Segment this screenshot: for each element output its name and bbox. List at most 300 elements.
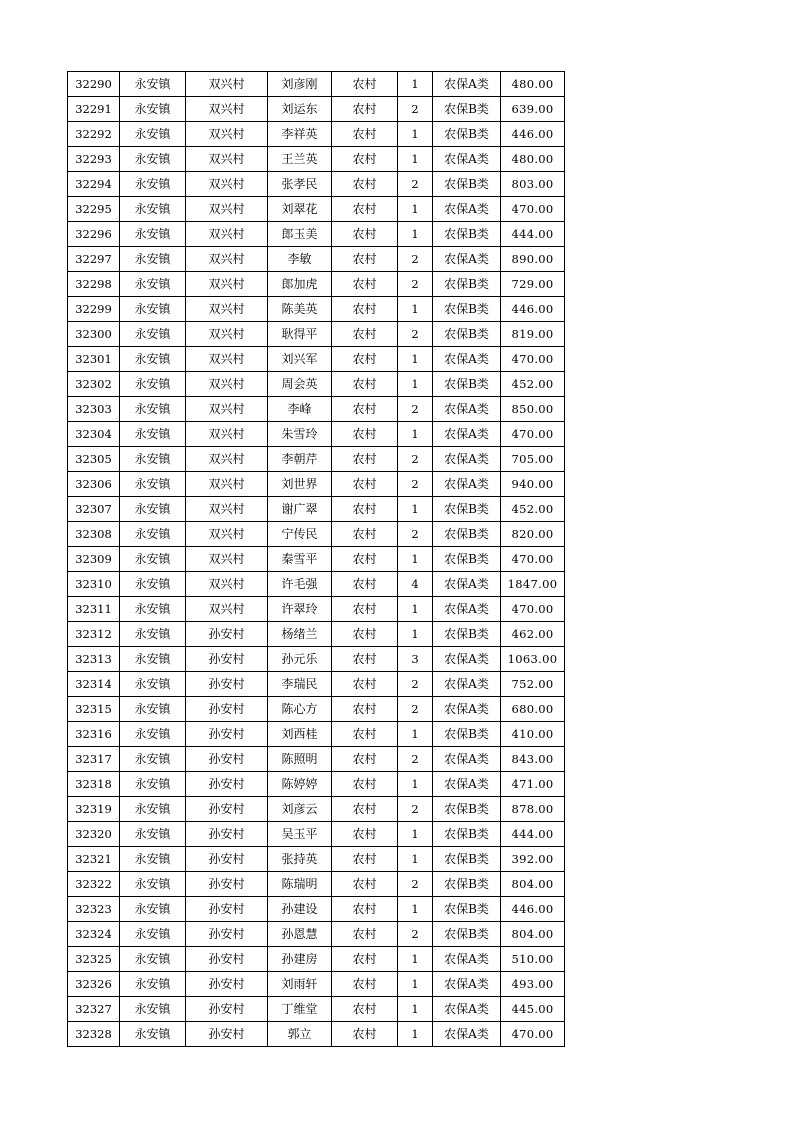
village-cell: 孙安村 (186, 822, 268, 847)
name-cell: 张持英 (268, 847, 332, 872)
name-cell: 李祥英 (268, 122, 332, 147)
table-row (68, 97, 565, 122)
town-cell: 永安镇 (120, 672, 186, 697)
name-cell: 陈照明 (268, 747, 332, 772)
table-row (68, 247, 565, 272)
household-size-cell: 2 (398, 747, 433, 772)
category-cell: 农村 (332, 397, 398, 422)
table-row (68, 847, 565, 872)
insurance-class-cell: 农保A类 (433, 672, 501, 697)
amount-cell: 410.00 (501, 722, 565, 747)
village-cell: 孙安村 (186, 947, 268, 972)
insurance-class-cell: 农保A类 (433, 972, 501, 997)
table-row (68, 147, 565, 172)
record-number-cell: 32315 (68, 697, 120, 722)
record-number-cell: 32302 (68, 372, 120, 397)
town-cell: 永安镇 (120, 422, 186, 447)
village-cell: 双兴村 (186, 172, 268, 197)
town-cell: 永安镇 (120, 822, 186, 847)
town-cell: 永安镇 (120, 72, 186, 97)
table-row (68, 197, 565, 222)
village-cell: 双兴村 (186, 272, 268, 297)
record-number-cell: 32296 (68, 222, 120, 247)
village-cell: 孙安村 (186, 997, 268, 1022)
village-cell: 双兴村 (186, 472, 268, 497)
insurance-class-cell: 农保B类 (433, 872, 501, 897)
category-cell: 农村 (332, 947, 398, 972)
town-cell: 永安镇 (120, 872, 186, 897)
record-number-cell: 32313 (68, 647, 120, 672)
table-row (68, 297, 565, 322)
name-cell: 孙建设 (268, 897, 332, 922)
category-cell: 农村 (332, 147, 398, 172)
table-row (68, 372, 565, 397)
amount-cell: 639.00 (501, 97, 565, 122)
household-size-cell: 1 (398, 197, 433, 222)
village-cell: 双兴村 (186, 72, 268, 97)
household-size-cell: 1 (398, 122, 433, 147)
village-cell: 孙安村 (186, 922, 268, 947)
category-cell: 农村 (332, 572, 398, 597)
household-size-cell: 1 (398, 72, 433, 97)
household-size-cell: 2 (398, 322, 433, 347)
household-size-cell: 1 (398, 497, 433, 522)
insurance-class-cell: 农保A类 (433, 247, 501, 272)
name-cell: 刘翠花 (268, 197, 332, 222)
insurance-class-cell: 农保A类 (433, 147, 501, 172)
village-cell: 孙安村 (186, 972, 268, 997)
name-cell: 陈瑞明 (268, 872, 332, 897)
category-cell: 农村 (332, 422, 398, 447)
table-row (68, 797, 565, 822)
name-cell: 许毛强 (268, 572, 332, 597)
category-cell: 农村 (332, 897, 398, 922)
category-cell: 农村 (332, 97, 398, 122)
village-cell: 孙安村 (186, 772, 268, 797)
category-cell: 农村 (332, 322, 398, 347)
household-size-cell: 1 (398, 622, 433, 647)
record-number-cell: 32320 (68, 822, 120, 847)
category-cell: 农村 (332, 447, 398, 472)
table-row (68, 872, 565, 897)
category-cell: 农村 (332, 297, 398, 322)
village-cell: 双兴村 (186, 447, 268, 472)
table-row (68, 747, 565, 772)
record-number-cell: 32293 (68, 147, 120, 172)
table-row (68, 672, 565, 697)
amount-cell: 470.00 (501, 547, 565, 572)
village-cell: 双兴村 (186, 372, 268, 397)
amount-cell: 470.00 (501, 347, 565, 372)
household-size-cell: 1 (398, 997, 433, 1022)
category-cell: 农村 (332, 1022, 398, 1047)
village-cell: 双兴村 (186, 97, 268, 122)
record-number-cell: 32307 (68, 497, 120, 522)
insurance-class-cell: 农保B类 (433, 222, 501, 247)
amount-cell: 471.00 (501, 772, 565, 797)
insurance-class-cell: 农保B类 (433, 297, 501, 322)
amount-cell: 470.00 (501, 422, 565, 447)
table-row (68, 572, 565, 597)
insurance-class-cell: 农保A类 (433, 347, 501, 372)
amount-cell: 940.00 (501, 472, 565, 497)
table-row (68, 897, 565, 922)
village-cell: 双兴村 (186, 572, 268, 597)
insurance-class-cell: 农保A类 (433, 747, 501, 772)
record-number-cell: 32311 (68, 597, 120, 622)
record-number-cell: 32327 (68, 997, 120, 1022)
record-number-cell: 32294 (68, 172, 120, 197)
record-number-cell: 32304 (68, 422, 120, 447)
record-number-cell: 32291 (68, 97, 120, 122)
record-number-cell: 32319 (68, 797, 120, 822)
amount-cell: 890.00 (501, 247, 565, 272)
village-cell: 双兴村 (186, 322, 268, 347)
town-cell: 永安镇 (120, 897, 186, 922)
insurance-class-cell: 农保A类 (433, 597, 501, 622)
amount-cell: 493.00 (501, 972, 565, 997)
insurance-class-cell: 农保B类 (433, 272, 501, 297)
table-row (68, 347, 565, 372)
village-cell: 双兴村 (186, 247, 268, 272)
category-cell: 农村 (332, 347, 398, 372)
town-cell: 永安镇 (120, 322, 186, 347)
table-row (68, 597, 565, 622)
household-size-cell: 2 (398, 97, 433, 122)
name-cell: 孙恩慧 (268, 922, 332, 947)
table-row (68, 947, 565, 972)
category-cell: 农村 (332, 722, 398, 747)
insurance-class-cell: 农保B类 (433, 122, 501, 147)
table-row (68, 822, 565, 847)
household-size-cell: 2 (398, 397, 433, 422)
amount-cell: 452.00 (501, 372, 565, 397)
record-number-cell: 32292 (68, 122, 120, 147)
amount-cell: 804.00 (501, 922, 565, 947)
name-cell: 陈美英 (268, 297, 332, 322)
category-cell: 农村 (332, 197, 398, 222)
record-number-cell: 32308 (68, 522, 120, 547)
town-cell: 永安镇 (120, 272, 186, 297)
town-cell: 永安镇 (120, 997, 186, 1022)
insurance-class-cell: 农保A类 (433, 197, 501, 222)
table-row (68, 497, 565, 522)
name-cell: 李朝芹 (268, 447, 332, 472)
household-size-cell: 1 (398, 347, 433, 372)
record-number-cell: 32318 (68, 772, 120, 797)
amount-cell: 452.00 (501, 497, 565, 522)
amount-cell: 480.00 (501, 72, 565, 97)
name-cell: 杨绪兰 (268, 622, 332, 647)
name-cell: 吴玉平 (268, 822, 332, 847)
village-cell: 孙安村 (186, 797, 268, 822)
household-size-cell: 1 (398, 422, 433, 447)
household-size-cell: 2 (398, 922, 433, 947)
category-cell: 农村 (332, 972, 398, 997)
category-cell: 农村 (332, 622, 398, 647)
village-cell: 双兴村 (186, 197, 268, 222)
town-cell: 永安镇 (120, 797, 186, 822)
name-cell: 陈婷婷 (268, 772, 332, 797)
household-size-cell: 2 (398, 472, 433, 497)
category-cell: 农村 (332, 847, 398, 872)
amount-cell: 850.00 (501, 397, 565, 422)
insurance-class-cell: 农保A类 (433, 697, 501, 722)
amount-cell: 1847.00 (501, 572, 565, 597)
table-row (68, 122, 565, 147)
village-cell: 双兴村 (186, 522, 268, 547)
record-number-cell: 32325 (68, 947, 120, 972)
roster-table (67, 71, 565, 1047)
table-row (68, 547, 565, 572)
town-cell: 永安镇 (120, 522, 186, 547)
town-cell: 永安镇 (120, 722, 186, 747)
name-cell: 秦雪平 (268, 547, 332, 572)
village-cell: 双兴村 (186, 597, 268, 622)
village-cell: 双兴村 (186, 297, 268, 322)
village-cell: 孙安村 (186, 722, 268, 747)
category-cell: 农村 (332, 822, 398, 847)
category-cell: 农村 (332, 222, 398, 247)
town-cell: 永安镇 (120, 947, 186, 972)
record-number-cell: 32297 (68, 247, 120, 272)
town-cell: 永安镇 (120, 772, 186, 797)
name-cell: 李峰 (268, 397, 332, 422)
household-size-cell: 1 (398, 972, 433, 997)
name-cell: 宁传民 (268, 522, 332, 547)
village-cell: 孙安村 (186, 872, 268, 897)
name-cell: 李敏 (268, 247, 332, 272)
town-cell: 永安镇 (120, 447, 186, 472)
town-cell: 永安镇 (120, 197, 186, 222)
record-number-cell: 32322 (68, 872, 120, 897)
town-cell: 永安镇 (120, 147, 186, 172)
category-cell: 农村 (332, 372, 398, 397)
table-row (68, 997, 565, 1022)
household-size-cell: 1 (398, 297, 433, 322)
amount-cell: 444.00 (501, 222, 565, 247)
town-cell: 永安镇 (120, 697, 186, 722)
household-size-cell: 1 (398, 547, 433, 572)
amount-cell: 462.00 (501, 622, 565, 647)
category-cell: 农村 (332, 797, 398, 822)
record-number-cell: 32306 (68, 472, 120, 497)
amount-cell: 1063.00 (501, 647, 565, 672)
household-size-cell: 2 (398, 172, 433, 197)
category-cell: 农村 (332, 922, 398, 947)
record-number-cell: 32317 (68, 747, 120, 772)
household-size-cell: 1 (398, 947, 433, 972)
town-cell: 永安镇 (120, 247, 186, 272)
table-body (68, 72, 565, 1047)
insurance-class-cell: 农保B类 (433, 97, 501, 122)
household-size-cell: 2 (398, 272, 433, 297)
household-size-cell: 1 (398, 772, 433, 797)
town-cell: 永安镇 (120, 297, 186, 322)
record-number-cell: 32321 (68, 847, 120, 872)
table-row (68, 447, 565, 472)
category-cell: 农村 (332, 522, 398, 547)
insurance-class-cell: 农保A类 (433, 397, 501, 422)
record-number-cell: 32324 (68, 922, 120, 947)
insurance-class-cell: 农保A类 (433, 1022, 501, 1047)
category-cell: 农村 (332, 497, 398, 522)
town-cell: 永安镇 (120, 397, 186, 422)
town-cell: 永安镇 (120, 497, 186, 522)
insurance-class-cell: 农保B类 (433, 497, 501, 522)
amount-cell: 819.00 (501, 322, 565, 347)
category-cell: 农村 (332, 647, 398, 672)
table-row (68, 622, 565, 647)
insurance-class-cell: 农保B类 (433, 172, 501, 197)
village-cell: 孙安村 (186, 697, 268, 722)
insurance-class-cell: 农保B类 (433, 522, 501, 547)
village-cell: 双兴村 (186, 397, 268, 422)
record-number-cell: 32303 (68, 397, 120, 422)
name-cell: 刘运东 (268, 97, 332, 122)
name-cell: 孙建房 (268, 947, 332, 972)
name-cell: 耿得平 (268, 322, 332, 347)
record-number-cell: 32295 (68, 197, 120, 222)
name-cell: 刘世界 (268, 472, 332, 497)
town-cell: 永安镇 (120, 222, 186, 247)
village-cell: 双兴村 (186, 147, 268, 172)
table-row (68, 222, 565, 247)
amount-cell: 729.00 (501, 272, 565, 297)
amount-cell: 705.00 (501, 447, 565, 472)
insurance-class-cell: 农保B类 (433, 822, 501, 847)
record-number-cell: 32305 (68, 447, 120, 472)
town-cell: 永安镇 (120, 847, 186, 872)
amount-cell: 480.00 (501, 147, 565, 172)
insurance-class-cell: 农保A类 (433, 72, 501, 97)
amount-cell: 470.00 (501, 1022, 565, 1047)
table-row (68, 1022, 565, 1047)
category-cell: 农村 (332, 472, 398, 497)
record-number-cell: 32298 (68, 272, 120, 297)
town-cell: 永安镇 (120, 622, 186, 647)
household-size-cell: 2 (398, 247, 433, 272)
insurance-class-cell: 农保B类 (433, 372, 501, 397)
table-row (68, 922, 565, 947)
category-cell: 农村 (332, 772, 398, 797)
insurance-class-cell: 农保A类 (433, 647, 501, 672)
insurance-class-cell: 农保B类 (433, 722, 501, 747)
village-cell: 双兴村 (186, 222, 268, 247)
town-cell: 永安镇 (120, 647, 186, 672)
village-cell: 双兴村 (186, 422, 268, 447)
record-number-cell: 32290 (68, 72, 120, 97)
town-cell: 永安镇 (120, 597, 186, 622)
table-row (68, 397, 565, 422)
insurance-class-cell: 农保B类 (433, 922, 501, 947)
village-cell: 双兴村 (186, 122, 268, 147)
amount-cell: 444.00 (501, 822, 565, 847)
name-cell: 张孝民 (268, 172, 332, 197)
name-cell: 王兰英 (268, 147, 332, 172)
name-cell: 刘西桂 (268, 722, 332, 747)
insurance-class-cell: 农保B类 (433, 622, 501, 647)
name-cell: 刘彦刚 (268, 72, 332, 97)
category-cell: 农村 (332, 747, 398, 772)
table-row (68, 272, 565, 297)
name-cell: 孙元乐 (268, 647, 332, 672)
village-cell: 双兴村 (186, 347, 268, 372)
amount-cell: 680.00 (501, 697, 565, 722)
record-number-cell: 32300 (68, 322, 120, 347)
village-cell: 双兴村 (186, 497, 268, 522)
insurance-class-cell: 农保B类 (433, 847, 501, 872)
amount-cell: 446.00 (501, 297, 565, 322)
category-cell: 农村 (332, 697, 398, 722)
table-row (68, 322, 565, 347)
table-row (68, 472, 565, 497)
town-cell: 永安镇 (120, 97, 186, 122)
household-size-cell: 1 (398, 147, 433, 172)
amount-cell: 392.00 (501, 847, 565, 872)
record-number-cell: 32328 (68, 1022, 120, 1047)
amount-cell: 803.00 (501, 172, 565, 197)
insurance-class-cell: 农保A类 (433, 422, 501, 447)
insurance-class-cell: 农保A类 (433, 572, 501, 597)
amount-cell: 820.00 (501, 522, 565, 547)
town-cell: 永安镇 (120, 572, 186, 597)
record-number-cell: 32326 (68, 972, 120, 997)
table-row (68, 972, 565, 997)
amount-cell: 470.00 (501, 597, 565, 622)
table-row (68, 772, 565, 797)
insurance-class-cell: 农保B类 (433, 897, 501, 922)
record-number-cell: 32301 (68, 347, 120, 372)
category-cell: 农村 (332, 547, 398, 572)
household-size-cell: 1 (398, 722, 433, 747)
category-cell: 农村 (332, 672, 398, 697)
amount-cell: 445.00 (501, 997, 565, 1022)
name-cell: 谢广翠 (268, 497, 332, 522)
amount-cell: 878.00 (501, 797, 565, 822)
village-cell: 孙安村 (186, 847, 268, 872)
town-cell: 永安镇 (120, 922, 186, 947)
amount-cell: 446.00 (501, 122, 565, 147)
town-cell: 永安镇 (120, 972, 186, 997)
table-row (68, 647, 565, 672)
name-cell: 周会英 (268, 372, 332, 397)
record-number-cell: 32312 (68, 622, 120, 647)
category-cell: 农村 (332, 597, 398, 622)
insurance-class-cell: 农保A类 (433, 997, 501, 1022)
town-cell: 永安镇 (120, 347, 186, 372)
household-size-cell: 4 (398, 572, 433, 597)
household-size-cell: 2 (398, 872, 433, 897)
household-size-cell: 2 (398, 522, 433, 547)
town-cell: 永安镇 (120, 1022, 186, 1047)
category-cell: 农村 (332, 272, 398, 297)
table-row (68, 72, 565, 97)
category-cell: 农村 (332, 997, 398, 1022)
insurance-class-cell: 农保B类 (433, 797, 501, 822)
household-size-cell: 2 (398, 797, 433, 822)
name-cell: 郎玉美 (268, 222, 332, 247)
household-size-cell: 1 (398, 1022, 433, 1047)
town-cell: 永安镇 (120, 547, 186, 572)
household-size-cell: 1 (398, 847, 433, 872)
category-cell: 农村 (332, 247, 398, 272)
category-cell: 农村 (332, 122, 398, 147)
insurance-class-cell: 农保A类 (433, 447, 501, 472)
insurance-class-cell: 农保A类 (433, 472, 501, 497)
household-size-cell: 2 (398, 672, 433, 697)
table-row (68, 422, 565, 447)
